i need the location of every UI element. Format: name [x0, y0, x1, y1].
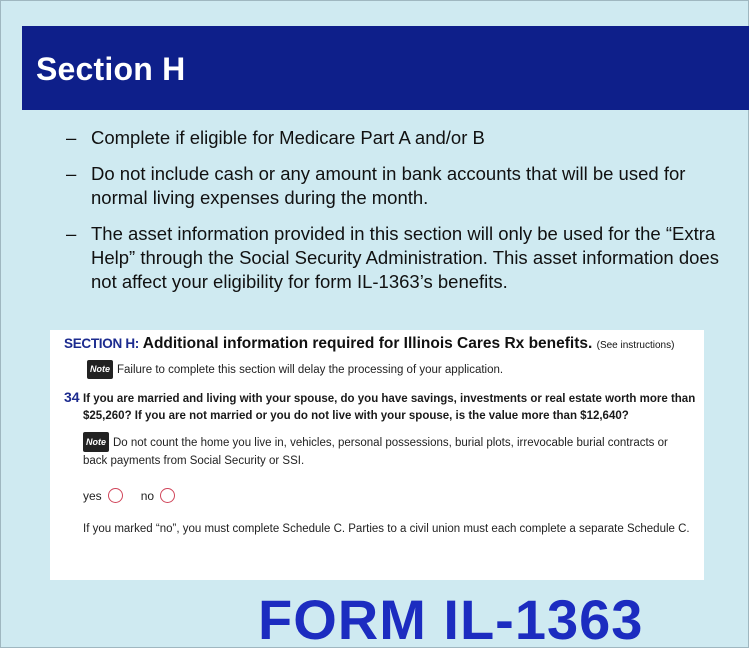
note-1-text: Failure to complete this section will delay the processing of your application. [117, 364, 504, 376]
bullet-list [66, 126, 726, 306]
bullet-text: Do not include cash or any amount in bank accounts that will be used for normal living expenses during the month. [91, 163, 686, 208]
bullet-text: Complete if eligible for Medicare Part A and/or B [91, 127, 485, 148]
question-number: 34 [64, 389, 80, 405]
instruction-text: If you marked “no”, you must complete Schedule C. Parties to a civil union must each complete a separate Schedule C. [83, 523, 690, 535]
bullet-dash: – [66, 223, 77, 244]
note-2-text: Do not count the home you live in, vehicles, personal possessions, burial plots, irrevocable burial contracts or back payments from Social Security or SSI. [83, 437, 668, 467]
see-instructions: (See instructions) [596, 340, 675, 351]
bullet-item [66, 222, 726, 294]
footer-form-title: FORM IL-1363 [258, 588, 644, 648]
note-icon: Note [83, 432, 109, 452]
yes-label: yes [83, 488, 102, 503]
note-line-2 [83, 432, 693, 470]
yes-radio[interactable] [108, 488, 123, 503]
form-excerpt [50, 330, 704, 580]
bullet-item [66, 126, 726, 150]
note-line-1 [87, 360, 503, 379]
note-icon: Note [87, 360, 113, 379]
form-section-label: SECTION H: [64, 336, 140, 351]
slide-title: Section H [36, 51, 186, 87]
no-radio[interactable] [160, 488, 175, 503]
bullet-dash: – [66, 163, 77, 184]
bullet-dash: – [66, 127, 77, 148]
form-section-heading [64, 335, 674, 353]
no-label: no [140, 488, 155, 503]
yes-no-options [83, 488, 187, 503]
title-bar [22, 26, 749, 110]
bullet-text: The asset information provided in this section will only be used for the “Extra Help” through the Social Security Administration. This asset information does not affect your eligibility for form IL-1363’s benefits. [91, 223, 719, 292]
form-heading-text: Additional information required for Illinois Cares Rx benefits. [142, 335, 593, 352]
question-text: If you are married and living with your spouse, do you have savings, investments or real estate worth more than $25,260? If you are not married or you do not live with your spouse, is the value more than $12,640? [83, 393, 696, 422]
bullet-item [66, 162, 726, 210]
